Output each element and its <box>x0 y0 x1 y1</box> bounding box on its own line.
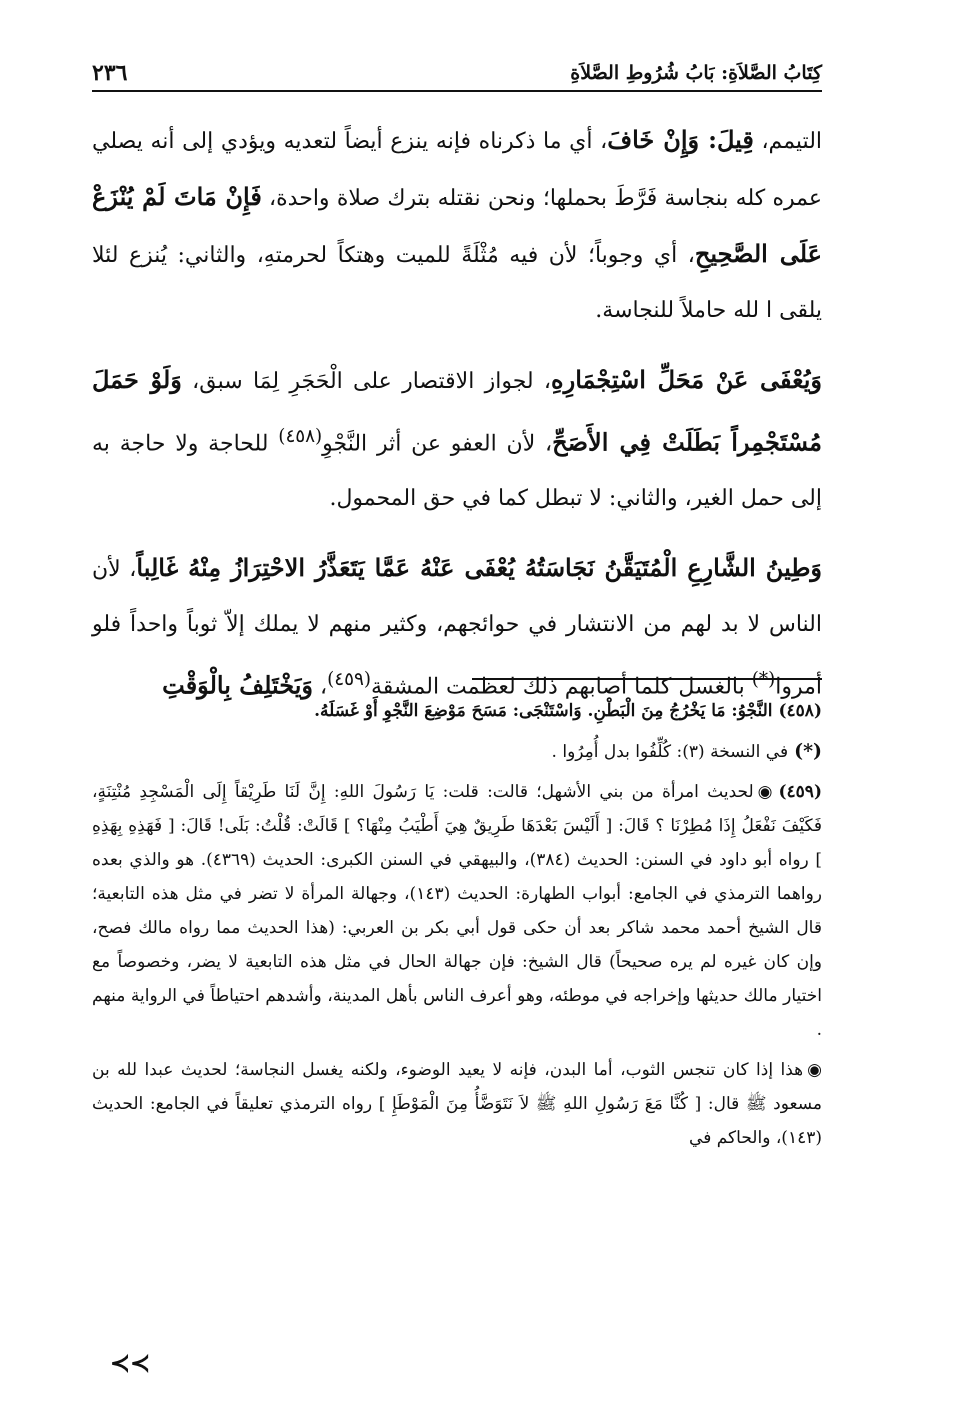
p1-text-2: ، أي ما ذكرناه فإنه ينزع أيضاً لتعديه ويؤدي إلى أنه يصلي عمره كله بنجاسة فَرَّطَ بحملها؛ ونحن نقتله بترك صلاة واحدة، <box>92 129 822 211</box>
footnote-459-continued <box>92 1053 822 1155</box>
footnote-bullet-icon: ◉ <box>757 782 773 802</box>
footnotes-section <box>92 694 822 1161</box>
p2-text-2: ، لأن العفو عن أثر النَّجْوِ <box>322 431 553 457</box>
p2-text-1: ، لجواز الاقتصار على الْحَجَرِ لِمَا سبق، <box>181 369 552 394</box>
p1-text-3: ، أي وجوباً؛ لأن فيه مُثْلَةً للميت وهتكاً لحرمتهِ، والثاني: يُنزع لئلا يلقى ا لله حاملاً للنجاسة. <box>92 243 822 323</box>
footnote-ref-458: (٤٥٨) <box>278 426 323 447</box>
footnote-star <box>92 734 822 769</box>
footnote-divider <box>472 678 822 680</box>
footnote-458-text: النَّجْوُ: مَا يَخْرُجُ مِنَ الْبَطْنِ. وَاسْتَنْجَى: مَسَحَ مَوْضِعَ النَّجْوِ أَوْ غَسَلَهُ. <box>314 701 773 721</box>
footnote-459-text: لحديث امرأة من بني الأشهل؛ قالت: قلت: يَا رَسُولَ اللهِ: إِنَّ لَنَا طَرِيْقاً إِلَى الْمَسْجِدِ مُنْتِنَةٍ، فَكَيْفَ نَفْعَلُ إِذَا مُطِرْنَا ؟ قَالَ: [ أَلَيْسَ بَعْدَهَا طَرِيقٌ هِيَ أَطْيَبُ مِنْهَا؟ ] قَالَتْ: قُلْتُ: بَلَى! قَالَ: [ فَهَذِهِ بِهَذِهِ ] رواه أبو داود في السنن: الحديث (٣٨٤)، والبيهقي في السنن الكبرى: الحديث (٤٣٦٩). هو والذي بعده رواهما الترمذي في الجامع: أبواب الطهارة: الحديث (١٤٣)، وجهالة المرأة لا تضر في مثل هذه التابعية؛ قال الشيخ أحمد محمد شاكر بعد أن حكى قول أبي بكر بن العربي: (هذا الحديث مما رواه مالك فصح، وإن كان غيره لم يره صحيحاً) قال الشيخ: فإن جهالة الحال في مثل هذه التابعية لا يضر، وخصوصاً مع اختيار مالك حديثها وإخراجه في موطئه، وهو أعرف الناس بأهل المدينة، وأشدهم احتياطاً في الرواية منهم . <box>92 782 822 1040</box>
p2-text-3: للحاجة ولا حاجة به إلى حمل الغير، والثاني: لا تبطل كما في حق المحمول. <box>92 431 822 512</box>
footnote-star-marker: (*) <box>794 740 822 762</box>
paragraph-1 <box>92 112 822 338</box>
paragraph-2 <box>92 352 822 526</box>
p1-matn-1: قِيلَ: وَإِنْ خَافَ <box>607 125 754 154</box>
p1-matn-2: فَإِنْ مَاتَ لَمْ يُنْزَعْ عَلَى الصَّحِيحِ <box>92 182 822 268</box>
p3-text-3: ، <box>313 674 328 700</box>
page-number: ٢٣٦ <box>92 60 128 86</box>
paragraph-3 <box>92 540 822 714</box>
p3-text-2: بالغسل كلما أصابهم ذلك لعظمت المشقة <box>370 674 752 700</box>
p2-matn-1: وَيُعْفَى عَنْ مَحَلِّ اسْتِجْمَارِهِ <box>551 365 823 394</box>
p1-text-1: التيمم، <box>753 129 823 154</box>
footnote-459 <box>92 775 822 1047</box>
footnote-bullet-icon: ◉ <box>807 1060 822 1080</box>
running-header <box>92 56 822 92</box>
running-title: كِتَابُ الصَّلاَةِ: بَابُ شُرُوطِ الصَّلاَةِ <box>570 62 822 84</box>
p3-matn-1: وَطِينُ الشَّارِعِ الْمُتَيَقَّنُ نَجَاسَتُهُ يُعْفَى عَنْهُ عَمَّا يَتَعَذَّرُ الاحْتِرَازُ مِنْهُ غَالِباً <box>136 553 823 583</box>
p3-matn-2: وَيَخْتَلِفُ بِالْوَقْتِ <box>162 670 314 700</box>
main-text <box>92 112 822 729</box>
footnote-458-marker: (٤٥٨) <box>778 701 822 721</box>
footnote-ref-459: (٤٥٩) <box>327 669 371 691</box>
continues-arrow-icon: ≺≺ <box>110 1348 151 1377</box>
footnote-458 <box>92 694 822 728</box>
footnote-459-continued-text: هذا إذا كان تنجس الثوب، أما البدن، فإنه لا يعيد الوضوء، ولكنه يغسل النجاسة؛ لحديث عبدا لله بن مسعود ﷺ قال: [ كُنَّا مَعَ رَسُولِ اللهِ ﷺ لاَ نَتَوَضَّأُ مِنَ الْمَوْطَإِ ] رواه الترمذي تعليقاً في الجامع: الحديث (١٤٣)، والحاكم في <box>92 1060 822 1148</box>
footnote-ref-star: (*) <box>751 669 776 691</box>
p2-matn-2: وَلَوْ حَمَلَ مُسْتَجْمِراً بَطَلَتْ فِي الأَصَحِّ <box>92 365 822 457</box>
p3-text-1: ، لأن الناس لا بد لهم من الانتشار في حوائجهم، وكثير منهم لا يملك إلاّ ثوباً واحداً فلو أمروا <box>92 557 822 700</box>
footnote-star-text: في النسخة (٣): كُلِّفُوا بدل أُمِرُوا . <box>551 742 789 762</box>
footnote-459-marker: (٤٥٩) <box>778 782 822 802</box>
